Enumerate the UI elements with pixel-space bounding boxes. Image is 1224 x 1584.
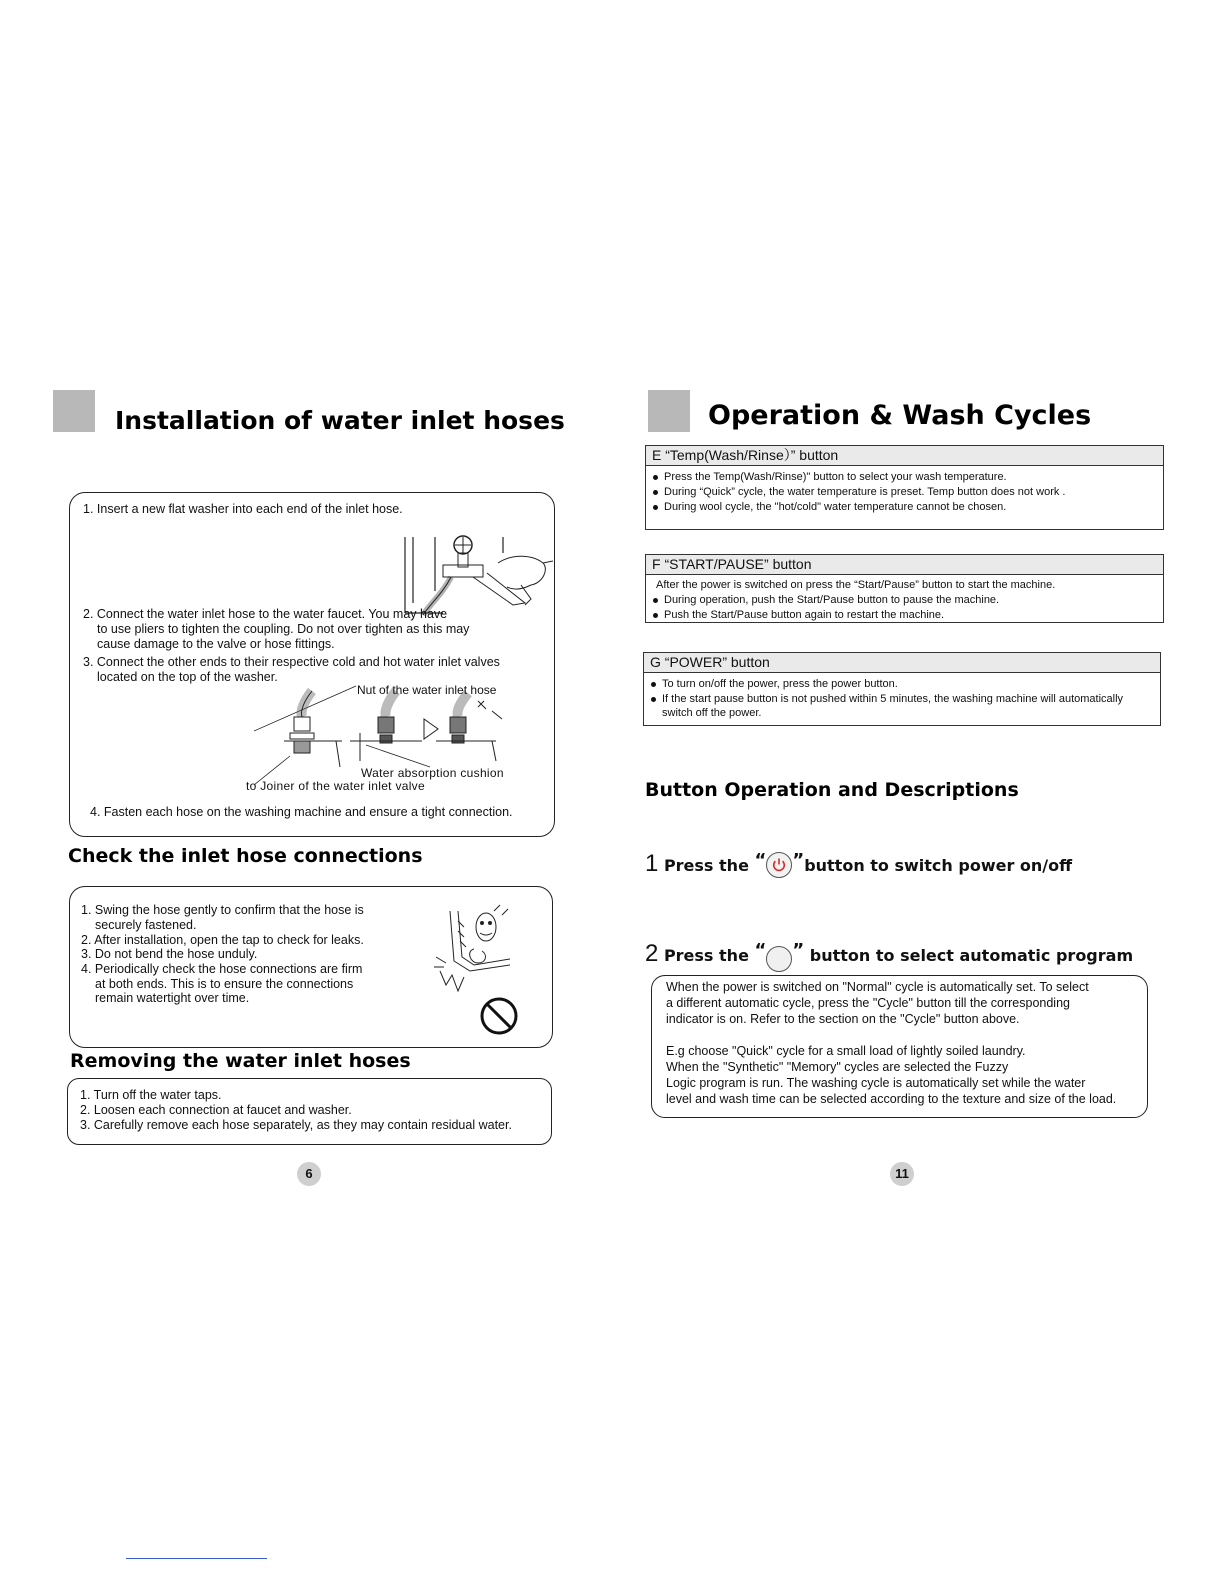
section-power-button (643, 652, 1161, 726)
step-2-desc-line5: When the "Synthetic" "Memory" cycles are selected the Fuzzy (666, 1060, 1009, 1074)
check-step-1-line2: securely fastened. (95, 918, 197, 932)
page-title-left: Installation of water inlet hoses (115, 406, 565, 435)
section-start-pause-button (645, 554, 1164, 623)
section-marker-right (648, 390, 690, 432)
start-pause-intro: After the power is switched on press the “Start/Pause” button to start the machine. (656, 579, 1056, 591)
step-2-desc-line2: a different automatic cycle, press the "Cycle" button till the corresponding (666, 996, 1070, 1010)
install-step-2-line1: 2. Connect the water inlet hose to the water faucet. You may have (83, 607, 448, 621)
button-ops-title: Button Operation and Descriptions (645, 779, 1019, 801)
page-number-left: 6 (297, 1162, 321, 1186)
temp-bullet-1: Press the Temp(Wash/Rinse)" button to select your wash temperature. (646, 470, 1163, 485)
remove-steps-box (67, 1078, 552, 1145)
power-bullet-2-cont: switch off the power. (662, 707, 762, 719)
step-2-desc-line4: E.g choose "Quick" cycle for a small load of lightly soiled laundry. (666, 1044, 1026, 1058)
step-2-desc-line6: Logic program is run. The washing cycle is automatically set while the water (666, 1076, 1086, 1090)
bent-hose-warning-illustration (430, 901, 520, 1001)
step-2-number: 2 (645, 940, 659, 967)
label-cushion: Water absorption cushion (361, 766, 504, 780)
install-step-2-line2: to use pliers to tighten the coupling. Do not over tighten as this may (97, 622, 470, 636)
section-start-pause-header: F “START/PAUSE” button (646, 555, 1163, 575)
step-1-number: 1 (645, 850, 659, 877)
page-number-right: 11 (890, 1162, 914, 1186)
footer-rule (126, 1558, 267, 1559)
check-step-4-line3: remain watertight over time. (95, 991, 250, 1005)
program-button-icon (766, 946, 792, 972)
step-2-desc-line3: indicator is on. Refer to the section on the "Cycle" button above. (666, 1012, 1020, 1026)
start-pause-bullet-1: During operation, push the Start/Pause button to pause the machine. (646, 593, 1163, 608)
check-title: Check the inlet hose connections (68, 845, 423, 867)
step-2-desc-line7: level and wash time can be selected according to the texture and size of the load. (666, 1092, 1117, 1106)
remove-step-1: 1. Turn off the water taps. (80, 1088, 222, 1102)
section-temp-header: E “Temp(Wash/Rinse）” button (646, 446, 1163, 466)
step-1: 1 Press the “ ”button to switch power on/off (645, 850, 1073, 877)
remove-title: Removing the water inlet hoses (70, 1050, 411, 1072)
start-pause-bullet-2: Push the Start/Pause button again to restart the machine. (646, 608, 1163, 623)
label-nut: Nut of the water inlet hose (357, 683, 497, 697)
install-steps-box (69, 492, 555, 837)
step-2-description-box (651, 975, 1148, 1118)
step-1-post: button to switch power on/off (804, 856, 1073, 875)
section-marker-left (53, 390, 95, 432)
remove-step-2: 2. Loosen each connection at faucet and washer. (80, 1103, 352, 1117)
power-button-icon (766, 852, 792, 878)
install-step-3-line1: 3. Connect the other ends to their respective cold and hot water inlet valves (83, 655, 500, 669)
step-2-post: button to select automatic program (809, 946, 1134, 965)
install-step-4: 4. Fasten each hose on the washing machine and ensure a tight connection. (90, 805, 513, 819)
section-power-header: G “POWER” button (644, 653, 1160, 673)
check-step-4-line2: at both ends. This is to ensure the connections (95, 977, 354, 991)
temp-bullet-2: During “Quick” cycle, the water temperature is preset. Temp button does not work . (646, 485, 1163, 500)
install-step-1: 1. Insert a new flat washer into each end of the inlet hose. (83, 502, 403, 516)
remove-step-3: 3. Carefully remove each hose separately, as they may contain residual water. (80, 1118, 512, 1132)
check-steps-box (69, 886, 553, 1048)
step-1-pre: Press the (663, 856, 749, 875)
step-2-desc-line1: When the power is switched on "Normal" cycle is automatically set. To select (666, 980, 1089, 994)
step-2-pre: Press the (663, 946, 749, 965)
section-temp-button (645, 445, 1164, 530)
power-bullet-2: If the start pause button is not pushed within 5 minutes, the washing machine will automatically (644, 692, 1160, 707)
install-step-3-line2: located on the top of the washer. (97, 670, 278, 684)
install-step-2-line3: cause damage to the valve or hose fittings. (97, 637, 335, 651)
power-bullet-1: To turn on/off the power, press the power button. (644, 677, 1160, 692)
page-title-right: Operation & Wash Cycles (708, 400, 1092, 431)
check-step-1-line1: 1. Swing the hose gently to confirm that the hose is (81, 903, 364, 917)
prohibited-icon (478, 995, 520, 1037)
check-step-2: 2. After installation, open the tap to check for leaks. (81, 933, 364, 947)
step-2: 2 Press the “ ” button to select automatic program (645, 940, 1133, 970)
check-step-3: 3. Do not bend the hose unduly. (81, 947, 258, 961)
check-step-4-line1: 4. Periodically check the hose connections are firm (81, 962, 363, 976)
temp-bullet-3: During wool cycle, the "hot/cold" water temperature cannot be chosen. (646, 500, 1163, 515)
label-joiner: to Joiner of the water inlet valve (246, 779, 425, 793)
